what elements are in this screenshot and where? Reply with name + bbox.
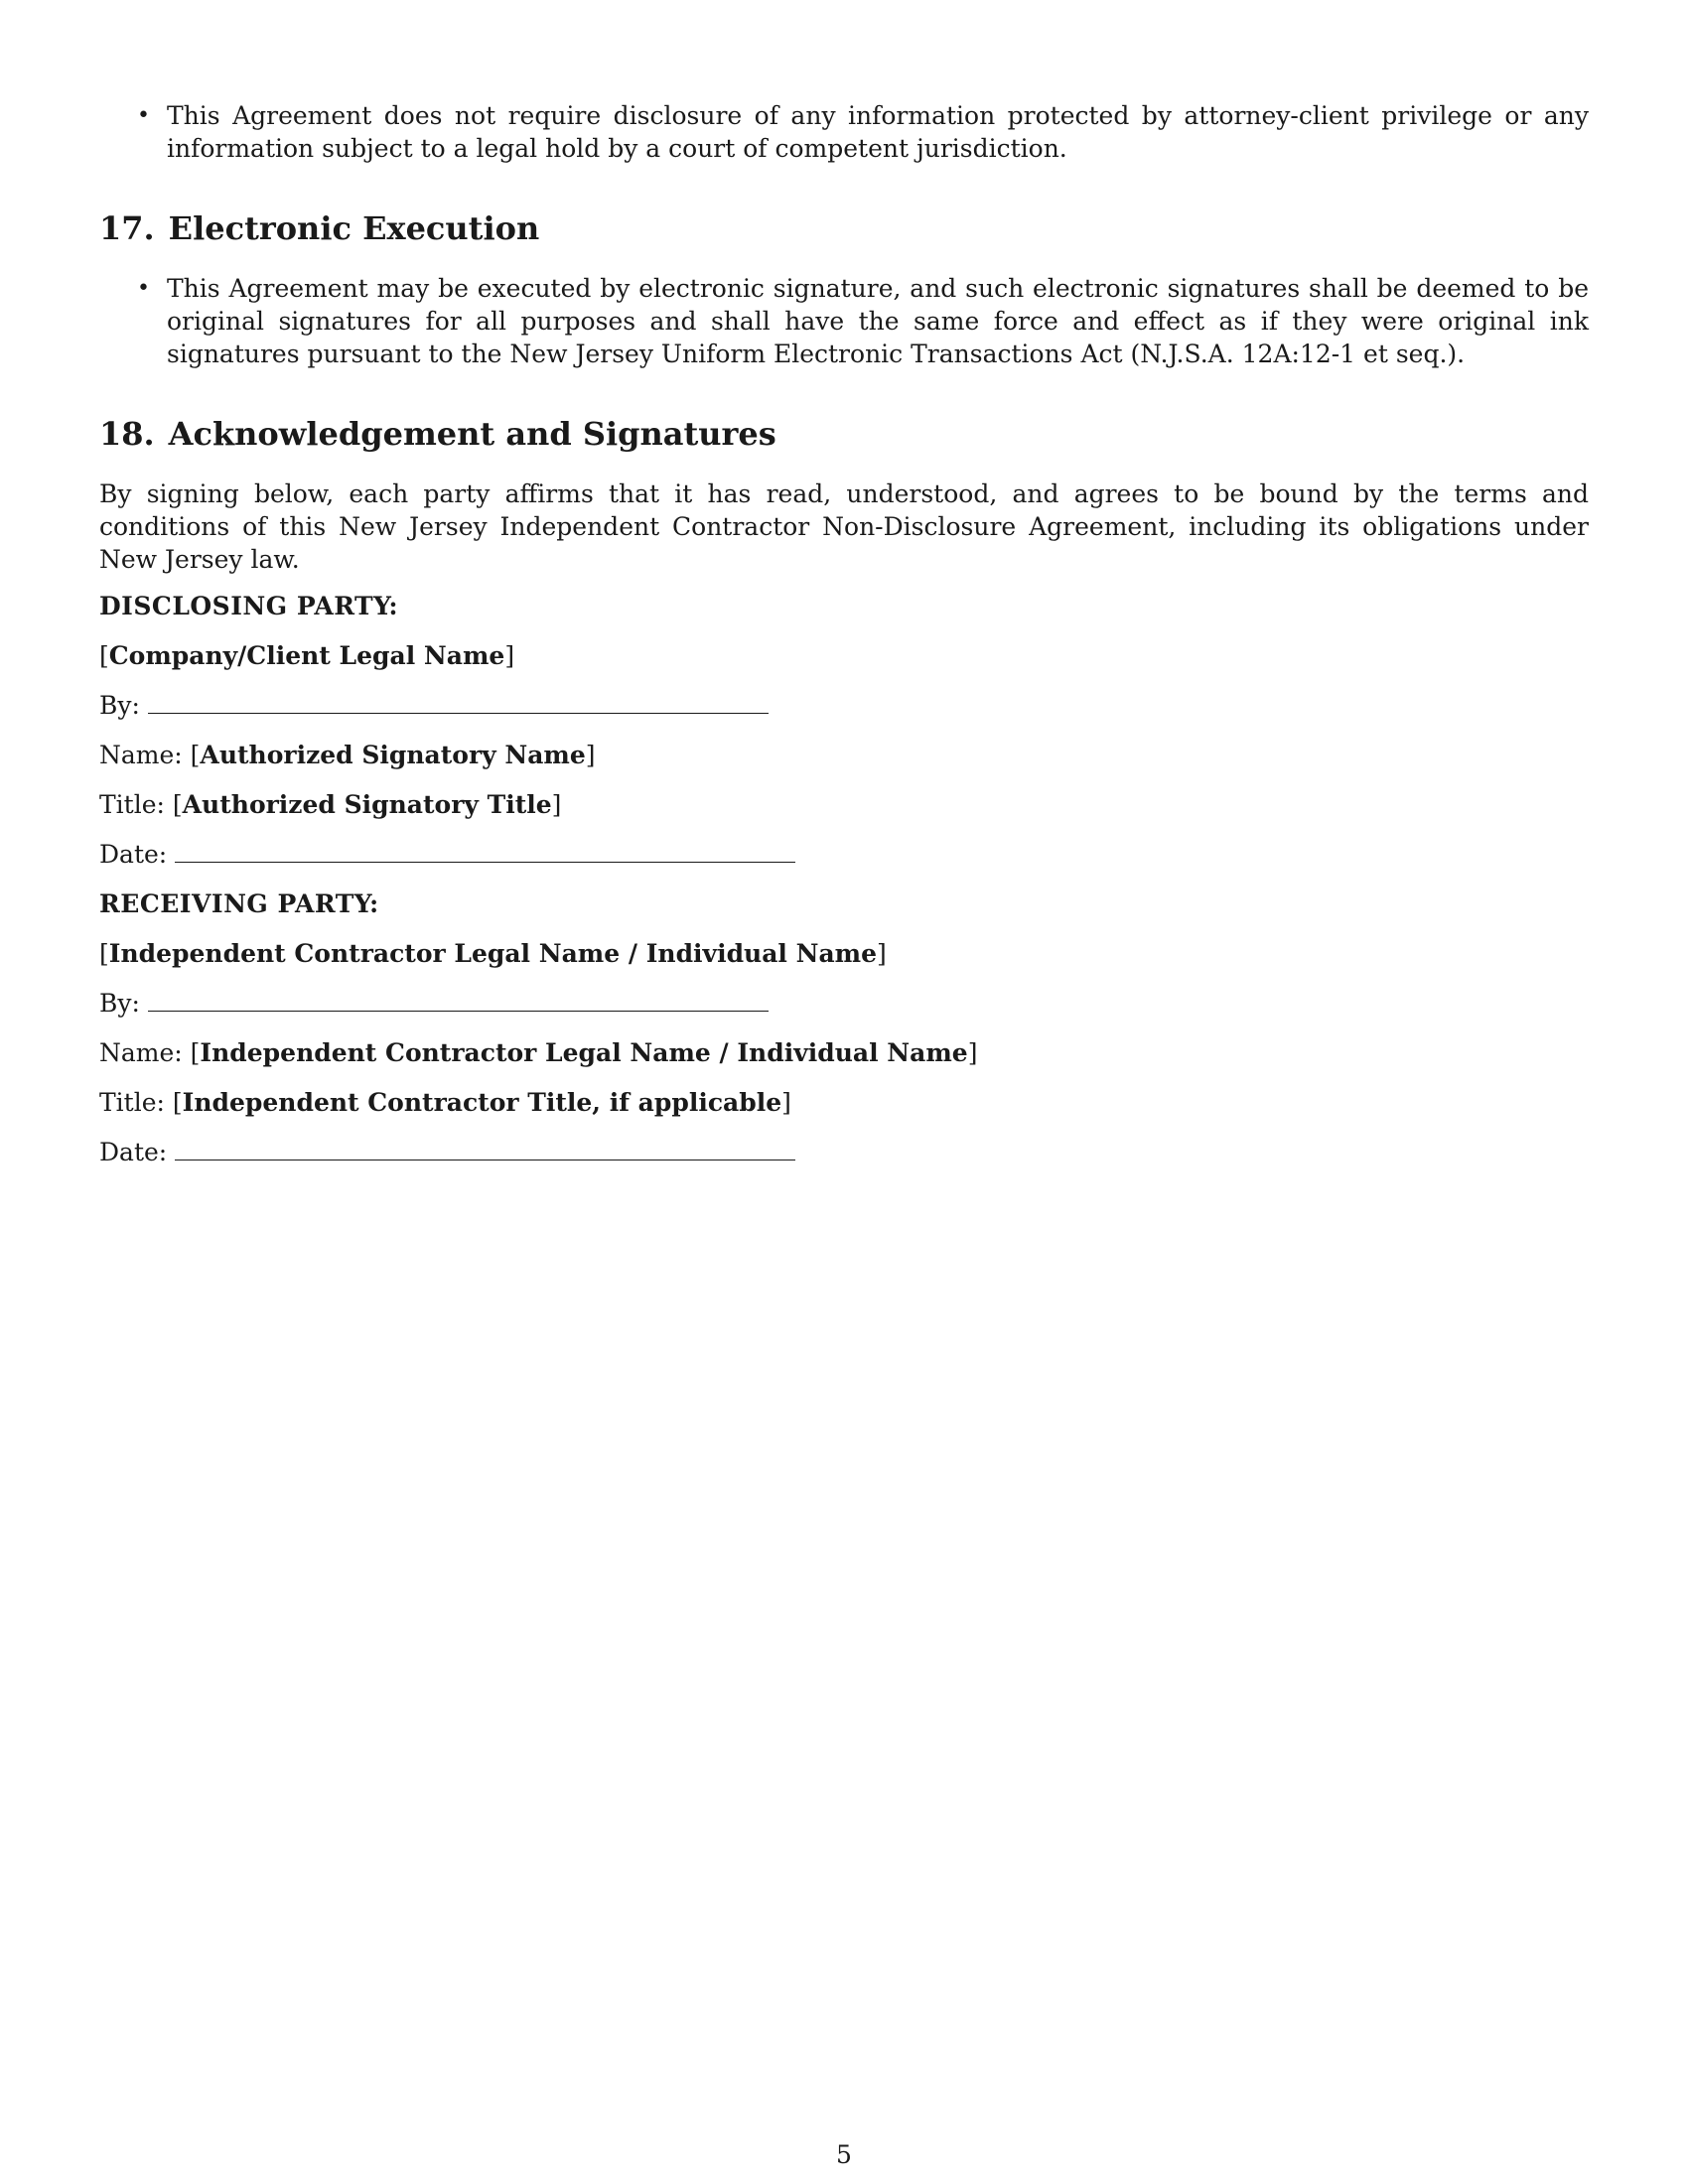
receiving-title-placeholder: Independent Contractor Title, if applicable (182, 1088, 782, 1117)
section-16-bullet-text: This Agreement does not require disclosure of any information protected by attorney-client privilege or any information subject to a legal hold by a court of competent jurisdiction. (167, 101, 1589, 163)
receiving-date-line (99, 1136, 1589, 1168)
disclosing-party-entity: [Company/Client Legal Name] (99, 641, 515, 670)
page-number: 5 (836, 2140, 852, 2169)
disclosing-name-placeholder: Authorized Signatory Name (200, 741, 586, 769)
date-label: Date: (99, 840, 168, 869)
receiving-name-line: Name: [Independent Contractor Legal Name / Individual Name] (99, 1038, 978, 1067)
section-17-title: Electronic Execution (168, 209, 540, 247)
receiving-by-line (99, 987, 1589, 1020)
disclosing-title-line: Title: [Authorized Signatory Title] (99, 790, 562, 819)
receiving-name-placeholder: Independent Contractor Legal Name / Individual Name (200, 1038, 968, 1067)
section-17-list (99, 272, 1589, 370)
section-16-list (99, 99, 1589, 165)
disclosing-title-placeholder: Authorized Signatory Title (182, 790, 552, 819)
section-17-heading (99, 208, 1589, 248)
receiving-signature-field[interactable] (148, 1010, 769, 1012)
name-label: Name: (99, 741, 183, 769)
section-17-bullet-text: This Agreement may be executed by electronic signature, and such electronic signatures shall be deemed to be original signatures for all purposes and shall have the same force and effect as if they were original ink signatures pursuant to the New Jersey Uniform Electronic Transactions Act (N.J.S.A. 12A:12-1 et seq.). (167, 274, 1589, 368)
disclosing-by-line (99, 689, 1589, 722)
acknowledgement-paragraph: By signing below, each party affirms that it has read, understood, and agrees to be bound by the terms and conditions of this New Jersey Independent Contractor Non-Disclosure Agreement, including its obligations under New Jersey law. (99, 479, 1589, 574)
list-item (99, 99, 1589, 165)
document-page (99, 99, 1589, 1185)
bullet-icon: • (137, 276, 150, 301)
disclosing-signature-field[interactable] (148, 712, 769, 714)
by-label: By: (99, 989, 140, 1018)
list-item (99, 272, 1589, 370)
disclosing-entity-placeholder: Company/Client Legal Name (108, 641, 505, 670)
disclosing-party-heading: DISCLOSING PARTY: (99, 592, 399, 620)
receiving-entity-placeholder: Independent Contractor Legal Name / Individual Name (108, 939, 878, 968)
section-18-number: 18. (99, 415, 155, 453)
section-18-heading (99, 414, 1589, 454)
bullet-icon: • (137, 103, 150, 128)
disclosing-name-line: Name: [Authorized Signatory Name] (99, 741, 596, 769)
title-label: Title: (99, 790, 165, 819)
by-label: By: (99, 691, 140, 720)
receiving-party-heading: RECEIVING PARTY: (99, 889, 379, 918)
title-label: Title: (99, 1088, 165, 1117)
section-17-number: 17. (99, 209, 155, 247)
date-label: Date: (99, 1138, 168, 1166)
name-label: Name: (99, 1038, 183, 1067)
disclosing-date-field[interactable] (175, 861, 795, 863)
receiving-date-field[interactable] (175, 1159, 795, 1160)
receiving-title-line: Title: [Independent Contractor Title, if applicable] (99, 1088, 791, 1117)
section-18-title: Acknowledgement and Signatures (168, 415, 776, 453)
disclosing-date-line (99, 838, 1589, 871)
receiving-party-entity: [Independent Contractor Legal Name / Individual Name] (99, 939, 887, 968)
